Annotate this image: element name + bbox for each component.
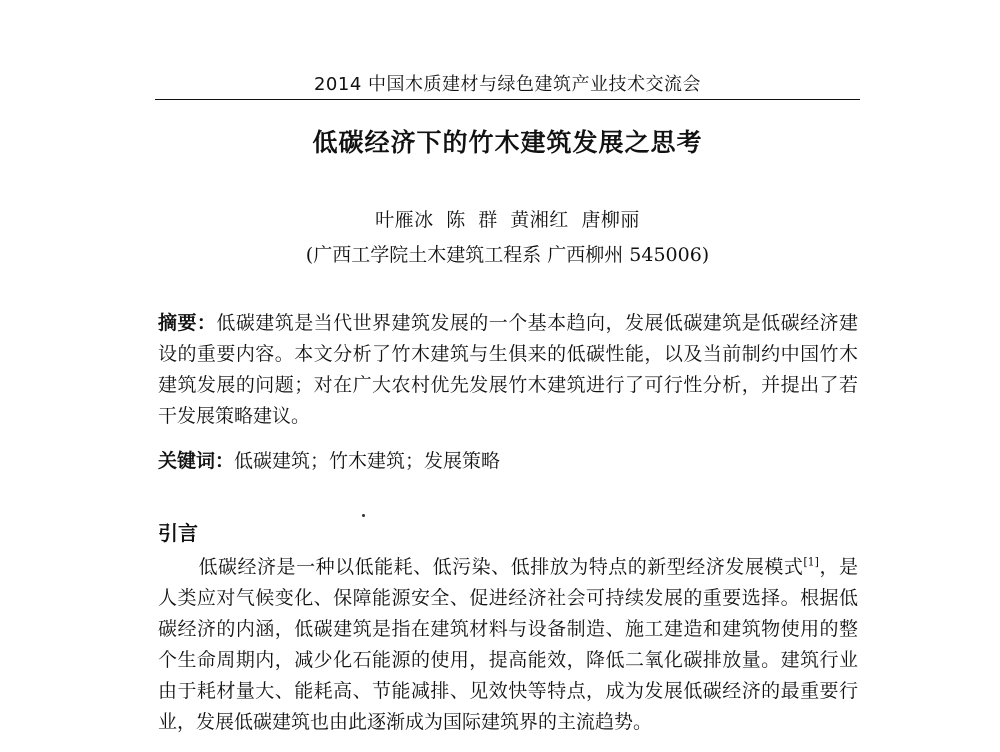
keywords-text: 低碳建筑；竹木建筑；发展策略 <box>234 450 501 472</box>
abstract-paragraph <box>158 308 858 432</box>
introduction-text-part2: ，是人类应对气候变化、保障能源安全、促进经济社会可持续发展的重要选择。根据低碳经济的内涵，低碳建筑是指在建筑材料与设备制造、施工建造和建筑物使用的整个生命周期内，减少化石能源的使用，提高能效，降低二氧化碳排放量。建筑行业由于耗材量大、能耗高、节能减排、见效快等特点，成为发展低碳经济的最重要行业，发展低碳建筑也由此逐渐成为国际建筑界的主流趋势。 <box>158 556 858 733</box>
citation-ref: [1] <box>803 555 819 569</box>
introduction-paragraph <box>158 552 858 738</box>
abstract-label: 摘要： <box>158 312 217 334</box>
keywords-line <box>158 446 858 477</box>
paper-authors: 叶雁冰 陈 群 黄湘红 唐柳丽 <box>375 209 640 231</box>
header-rule <box>155 99 860 100</box>
section-heading-introduction: 引言 <box>158 521 198 545</box>
scan-speck <box>362 514 365 517</box>
paper-title: 低碳经济下的竹木建筑发展之思考 <box>312 128 703 157</box>
abstract-text: 低碳建筑是当代世界建筑发展的一个基本趋向，发展低碳建筑是低碳经济建设的重要内容。本文分析了竹木建筑与生俱来的低碳性能，以及当前制约中国竹木建筑发展的问题；对在广大农村优先发展竹木建筑进行了可行性分析，并提出了若干发展策略建议。 <box>158 312 858 427</box>
paper-affiliation: (广西工学院土木建筑工程系 广西柳州 545006) <box>305 244 710 266</box>
introduction-text-part1: 低碳经济是一种以低能耗、低污染、低排放为特点的新型经济发展模式 <box>198 556 804 578</box>
keywords-label: 关键词： <box>158 450 235 472</box>
running-header: 2014 中国木质建材与绿色建筑产业技术交流会 <box>313 74 702 95</box>
